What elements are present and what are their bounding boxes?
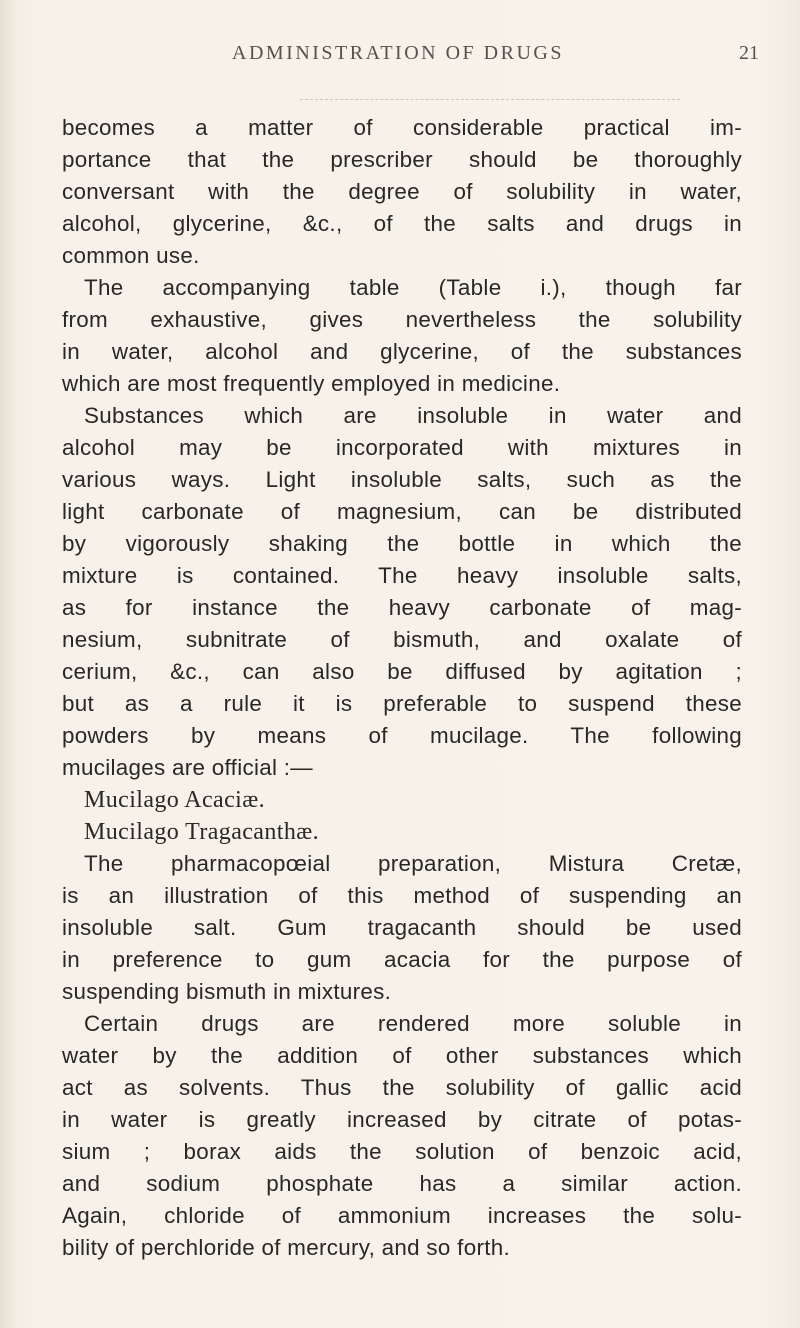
text-line: water by the addition of other substances which bbox=[62, 1043, 742, 1068]
text-line: portance that the prescriber should be thoroughly bbox=[62, 147, 742, 172]
text-line: Substances which are insoluble in water and bbox=[84, 403, 742, 428]
text-line: is an illustration of this method of suspending an bbox=[62, 883, 742, 908]
text-line: light carbonate of magnesium, can be distributed bbox=[62, 499, 742, 524]
text-line: but as a rule it is preferable to suspend these bbox=[62, 691, 742, 716]
header-rule bbox=[300, 99, 680, 100]
text-line: The pharmacopœial preparation, Mistura Cretæ, bbox=[84, 851, 742, 876]
running-title: ADMINISTRATION OF DRUGS bbox=[232, 42, 564, 64]
text-line: alcohol, glycerine, &c., of the salts and drugs in bbox=[62, 211, 742, 236]
running-head bbox=[0, 42, 800, 70]
page-number: 21 bbox=[739, 42, 759, 64]
text-line: powders by means of mucilage. The following bbox=[62, 723, 742, 748]
mucilage-item: Mucilago Tragacanthæ. bbox=[84, 819, 320, 845]
text-line: which are most frequently employed in medicine. bbox=[62, 371, 561, 396]
text-line: The accompanying table (Table i.), though far bbox=[84, 275, 742, 300]
page-edge-shadow bbox=[0, 0, 14, 1328]
text-line: various ways. Light insoluble salts, such as the bbox=[62, 467, 742, 492]
text-line: insoluble salt. Gum tragacanth should be used bbox=[62, 915, 742, 940]
text-line: mixture is contained. The heavy insoluble salts, bbox=[62, 563, 742, 588]
text-line: in water is greatly increased by citrate of potas- bbox=[62, 1107, 742, 1132]
text-line: sium ; borax aids the solution of benzoic acid, bbox=[62, 1139, 742, 1164]
text-line: act as solvents. Thus the solubility of gallic acid bbox=[62, 1075, 742, 1100]
text-line: nesium, subnitrate of bismuth, and oxalate of bbox=[62, 627, 742, 652]
text-line: bility of perchloride of mercury, and so forth. bbox=[62, 1235, 511, 1260]
text-line: becomes a matter of considerable practical im- bbox=[62, 115, 742, 140]
text-line: by vigorously shaking the bottle in which the bbox=[62, 531, 742, 556]
body-text bbox=[62, 112, 742, 1264]
text-line: as for instance the heavy carbonate of mag- bbox=[62, 595, 742, 620]
text-line: from exhaustive, gives nevertheless the solubility bbox=[62, 307, 742, 332]
text-line: common use. bbox=[62, 243, 200, 268]
text-line: cerium, &c., can also be diffused by agitation ; bbox=[62, 659, 742, 684]
text-line: Again, chloride of ammonium increases the solu- bbox=[62, 1203, 742, 1228]
text-line: in water, alcohol and glycerine, of the substances bbox=[62, 339, 742, 364]
text-line: alcohol may be incorporated with mixtures in bbox=[62, 435, 742, 460]
mucilage-item: Mucilago Acaciæ. bbox=[84, 787, 266, 813]
text-line: and sodium phosphate has a similar action. bbox=[62, 1171, 742, 1196]
text-line: Certain drugs are rendered more soluble in bbox=[84, 1011, 742, 1036]
text-line: in preference to gum acacia for the purpose of bbox=[62, 947, 742, 972]
text-line: conversant with the degree of solubility in water, bbox=[62, 179, 742, 204]
text-line: suspending bismuth in mixtures. bbox=[62, 979, 392, 1004]
text-line: mucilages are official :— bbox=[62, 755, 313, 780]
